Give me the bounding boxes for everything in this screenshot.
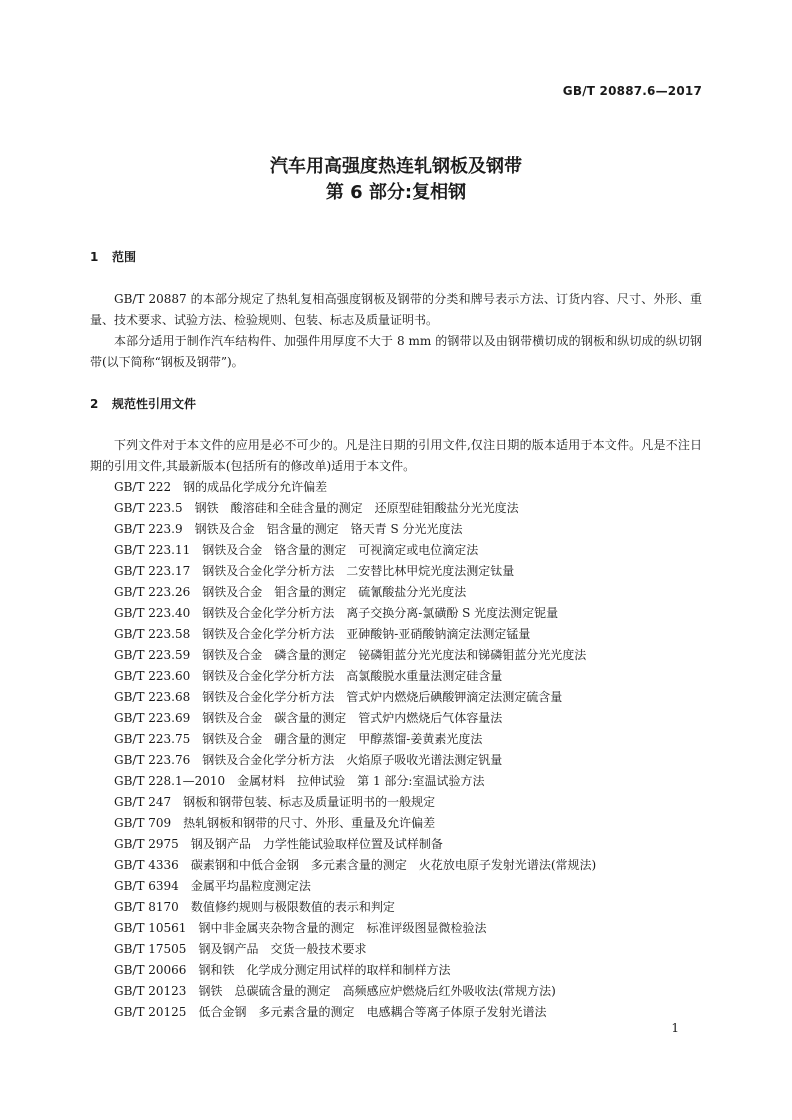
reference-item — [90, 750, 710, 771]
reference-title: 钢铁及合金 铬含量的测定 可视滴定或电位滴定法 — [202, 543, 479, 557]
reference-title: 碳素钢和中低合金钢 多元素含量的测定 火花放电原子发射光谱法(常规法) — [190, 858, 597, 872]
reference-title: 钢及钢产品 交货一般技术要求 — [198, 942, 367, 956]
reference-item — [90, 981, 710, 1002]
reference-code: GB/T 223.76 — [114, 753, 191, 767]
document-title: 汽车用高强度热连轧钢板及钢带 — [270, 156, 522, 177]
standard-code: GB/T 20887.6—2017 — [562, 84, 702, 98]
reference-item — [90, 645, 710, 666]
reference-code: GB/T 223.11 — [114, 543, 191, 557]
reference-title: 热轧钢板和钢带的尺寸、外形、重量及允许偏差 — [183, 816, 436, 830]
reference-code: GB/T 222 — [114, 480, 172, 494]
reference-item — [90, 477, 710, 498]
reference-item — [90, 666, 710, 687]
reference-code: GB/T 20125 — [114, 1005, 187, 1019]
reference-title: 钢铁 酸溶硅和全硅含量的测定 还原型硅钼酸盐分光光度法 — [194, 501, 519, 515]
reference-title: 钢铁及合金 钼含量的测定 硫氰酸盐分光光度法 — [202, 585, 467, 599]
section-2-heading — [90, 395, 196, 412]
reference-code: GB/T 223.9 — [114, 522, 183, 536]
reference-code: GB/T 223.68 — [114, 690, 191, 704]
reference-item — [90, 561, 710, 582]
reference-code: GB/T 223.75 — [114, 732, 191, 746]
scope-paragraph-1: GB/T 20887 的本部分规定了热轧复相高强度钢板及钢带的分类和牌号表示方法、订货内容、尺寸、外形、重量、技术要求、试验方法、检验规则、包装、标志及质量证明书。 — [90, 292, 702, 327]
reference-item — [90, 582, 710, 603]
reference-title: 钢铁及合金化学分析方法 二安替比林甲烷光度法测定钛量 — [202, 564, 515, 578]
reference-title: 钢铁及合金化学分析方法 高氯酸脱水重量法测定硅含量 — [202, 669, 503, 683]
reference-title: 钢和铁 化学成分测定用试样的取样和制样方法 — [198, 963, 451, 977]
reference-item — [90, 897, 710, 918]
reference-item — [90, 1002, 710, 1023]
reference-title: 数值修约规则与极限数值的表示和判定 — [190, 900, 395, 914]
reference-title: 钢铁 总碳硫含量的测定 高频感应炉燃烧后红外吸收法(常规方法) — [198, 984, 556, 998]
reference-item — [90, 519, 710, 540]
reference-code: GB/T 223.5 — [114, 501, 183, 515]
reference-title: 钢铁及合金化学分析方法 亚砷酸钠-亚硝酸钠滴定法测定锰量 — [202, 627, 531, 641]
reference-title: 金属材料 拉伸试验 第 1 部分:室温试验方法 — [237, 774, 485, 788]
reference-title: 钢中非金属夹杂物含量的测定 标准评级图显微检验法 — [198, 921, 487, 935]
document-subtitle: 第 6 部分:复相钢 — [325, 182, 467, 203]
reference-code: GB/T 247 — [114, 795, 172, 809]
reference-item — [90, 855, 710, 876]
reference-code: GB/T 223.40 — [114, 606, 191, 620]
reference-title: 钢铁及合金 铝含量的测定 铬天青 S 分光光度法 — [194, 522, 463, 536]
reference-item — [90, 498, 710, 519]
reference-item — [90, 813, 710, 834]
reference-item — [90, 771, 710, 792]
reference-title: 钢铁及合金 硼含量的测定 甲醇蒸馏-姜黄素光度法 — [202, 732, 483, 746]
reference-item — [90, 876, 710, 897]
reference-code: GB/T 228.1—2010 — [114, 774, 226, 788]
reference-title: 钢及钢产品 力学性能试验取样位置及试样制备 — [190, 837, 443, 851]
reference-title: 钢铁及合金化学分析方法 离子交换分离-氯磺酚 S 光度法测定铌量 — [202, 606, 559, 620]
reference-item — [90, 939, 710, 960]
reference-title: 钢铁及合金 磷含量的测定 铋磷钼蓝分光光度法和锑磷钼蓝分光光度法 — [202, 648, 587, 662]
reference-title: 低合金钢 多元素含量的测定 电感耦合等离子体原子发射光谱法 — [198, 1005, 547, 1019]
reference-item — [90, 960, 710, 981]
reference-code: GB/T 223.59 — [114, 648, 191, 662]
reference-title: 钢铁及合金 碳含量的测定 管式炉内燃烧后气体容量法 — [202, 711, 503, 725]
reference-title: 金属平均晶粒度测定法 — [190, 879, 311, 893]
reference-code: GB/T 223.60 — [114, 669, 191, 683]
section-2-title: 规范性引用文件 — [112, 397, 197, 411]
reference-code: GB/T 223.17 — [114, 564, 191, 578]
reference-code: GB/T 20066 — [114, 963, 187, 977]
page-number: 1 — [671, 1021, 679, 1035]
section-2-number: 2 — [90, 397, 99, 411]
reference-code: GB/T 17505 — [114, 942, 187, 956]
reference-title: 钢的成品化学成分允许偏差 — [183, 480, 328, 494]
reference-item — [90, 603, 710, 624]
reference-code: GB/T 4336 — [114, 858, 179, 872]
section-1-number: 1 — [90, 250, 99, 264]
reference-title: 钢铁及合金化学分析方法 火焰原子吸收光谱法测定钒量 — [202, 753, 503, 767]
reference-item — [90, 687, 710, 708]
reference-title: 钢铁及合金化学分析方法 管式炉内燃烧后碘酸钾滴定法测定硫含量 — [202, 690, 563, 704]
reference-item — [90, 624, 710, 645]
reference-item — [90, 540, 710, 561]
reference-item — [90, 792, 710, 813]
reference-code: GB/T 709 — [114, 816, 172, 830]
reference-code: GB/T 20123 — [114, 984, 187, 998]
section-1-heading — [90, 248, 136, 265]
reference-item — [90, 708, 710, 729]
normative-references-intro: 下列文件对于本文件的应用是必不可少的。凡是注日期的引用文件,仅注日期的版本适用于本文件。凡是不注日期的引用文件,其最新版本(包括所有的修改单)适用于本文件。 — [90, 438, 702, 473]
reference-code: GB/T 223.58 — [114, 627, 191, 641]
reference-code: GB/T 2975 — [114, 837, 179, 851]
reference-code: GB/T 10561 — [114, 921, 187, 935]
reference-item — [90, 729, 710, 750]
reference-item — [90, 918, 710, 939]
reference-item — [90, 834, 710, 855]
reference-list — [90, 477, 710, 1023]
reference-title: 钢板和钢带包装、标志及质量证明书的一般规定 — [183, 795, 436, 809]
section-1-title: 范围 — [112, 250, 137, 264]
reference-code: GB/T 8170 — [114, 900, 179, 914]
reference-code: GB/T 223.26 — [114, 585, 191, 599]
scope-paragraph-2: 本部分适用于制作汽车结构件、加强件用厚度不大于 8 mm 的钢带以及由钢带横切成的钢板和纵切成的纵切钢带(以下简称“钢板及钢带”)。 — [90, 334, 702, 369]
reference-code: GB/T 223.69 — [114, 711, 191, 725]
reference-code: GB/T 6394 — [114, 879, 179, 893]
